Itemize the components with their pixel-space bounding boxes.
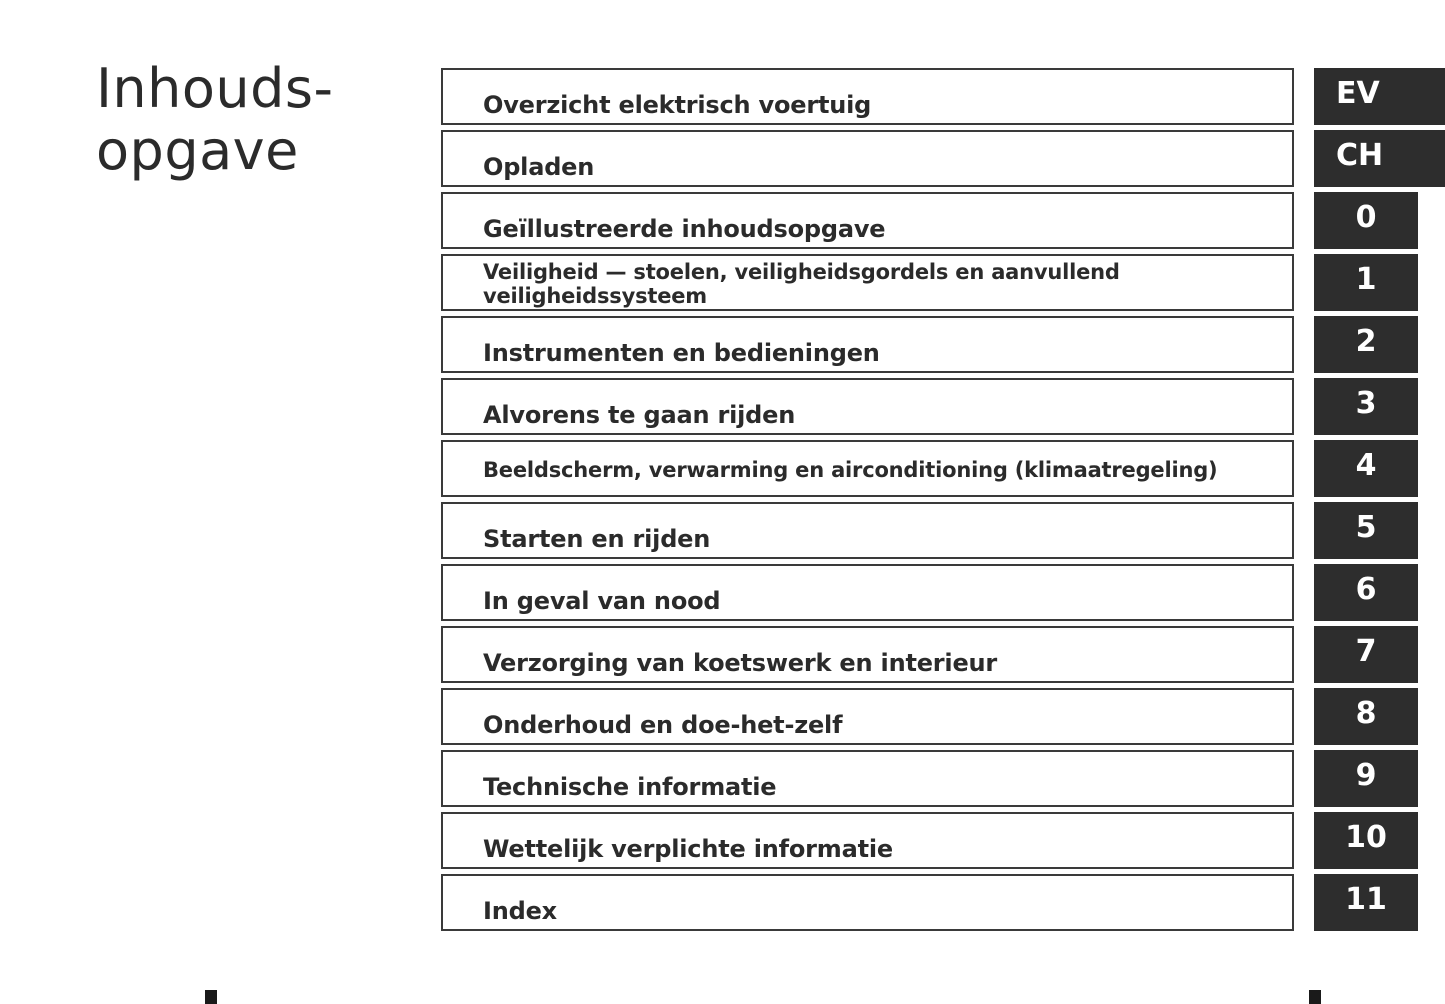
toc-item-3[interactable] xyxy=(441,378,1445,435)
toc-item-box[interactable] xyxy=(441,130,1294,187)
toc-item-ch[interactable] xyxy=(441,130,1445,187)
toc-item-box[interactable] xyxy=(441,440,1294,497)
toc-item-label: Alvorens te gaan rijden xyxy=(483,401,796,429)
section-tab[interactable]: 2 xyxy=(1314,316,1418,373)
section-tab[interactable]: EV xyxy=(1314,68,1445,125)
toc-item-2[interactable] xyxy=(441,316,1445,373)
toc-item-1[interactable] xyxy=(441,254,1445,311)
toc-item-box[interactable] xyxy=(441,378,1294,435)
table-of-contents xyxy=(441,68,1445,936)
section-tab[interactable]: 7 xyxy=(1314,626,1418,683)
toc-item-6[interactable] xyxy=(441,564,1445,621)
toc-item-label: In geval van nood xyxy=(483,587,721,615)
toc-item-box[interactable] xyxy=(441,688,1294,745)
toc-item-11[interactable] xyxy=(441,874,1445,931)
toc-item-label: Beeldscherm, verwarming en airconditioning (klimaatregeling) xyxy=(483,457,1218,482)
section-tab[interactable]: 5 xyxy=(1314,502,1418,559)
page-title-line-1: Inhouds- xyxy=(96,57,334,120)
page-title-line-2: opgave xyxy=(96,119,299,182)
toc-item-box[interactable] xyxy=(441,626,1294,683)
section-tab[interactable]: 3 xyxy=(1314,378,1418,435)
toc-item-box[interactable] xyxy=(441,316,1294,373)
toc-item-10[interactable] xyxy=(441,812,1445,869)
toc-item-box[interactable] xyxy=(441,564,1294,621)
toc-item-5[interactable] xyxy=(441,502,1445,559)
toc-item-label: Onderhoud en doe-het-zelf xyxy=(483,711,843,739)
crop-mark-left xyxy=(205,990,217,1004)
toc-item-label: Starten en rijden xyxy=(483,525,711,553)
toc-item-label: Overzicht elektrisch voertuig xyxy=(483,91,872,119)
page-title xyxy=(96,58,334,182)
toc-item-0[interactable] xyxy=(441,192,1445,249)
toc-item-box[interactable] xyxy=(441,874,1294,931)
section-tab[interactable]: 10 xyxy=(1314,812,1418,869)
crop-mark-right xyxy=(1309,990,1321,1004)
toc-item-9[interactable] xyxy=(441,750,1445,807)
toc-item-box[interactable] xyxy=(441,812,1294,869)
section-tab[interactable]: 4 xyxy=(1314,440,1418,497)
toc-item-box[interactable] xyxy=(441,750,1294,807)
toc-item-label: Index xyxy=(483,897,557,925)
toc-item-box[interactable] xyxy=(441,254,1294,311)
toc-item-label: Technische informatie xyxy=(483,773,777,801)
section-tab[interactable]: 9 xyxy=(1314,750,1418,807)
section-tab[interactable]: 11 xyxy=(1314,874,1418,931)
section-tab[interactable]: 8 xyxy=(1314,688,1418,745)
section-tab[interactable]: 1 xyxy=(1314,254,1418,311)
toc-item-box[interactable] xyxy=(441,502,1294,559)
toc-item-label: Instrumenten en bedieningen xyxy=(483,339,880,367)
toc-item-8[interactable] xyxy=(441,688,1445,745)
toc-item-ev[interactable] xyxy=(441,68,1445,125)
section-tab[interactable]: 6 xyxy=(1314,564,1418,621)
toc-item-box[interactable] xyxy=(441,192,1294,249)
toc-item-7[interactable] xyxy=(441,626,1445,683)
toc-item-box[interactable] xyxy=(441,68,1294,125)
toc-item-label: Veiligheid — stoelen, veiligheidsgordels en aanvullend veiligheidssysteem xyxy=(483,259,1120,308)
toc-item-label: Opladen xyxy=(483,153,595,181)
toc-item-4[interactable] xyxy=(441,440,1445,497)
section-tab[interactable]: 0 xyxy=(1314,192,1418,249)
toc-item-label: Geïllustreerde inhoudsopgave xyxy=(483,215,886,243)
section-tab[interactable]: CH xyxy=(1314,130,1445,187)
toc-item-label: Wettelijk verplichte informatie xyxy=(483,835,893,863)
toc-item-label: Verzorging van koetswerk en interieur xyxy=(483,649,998,677)
